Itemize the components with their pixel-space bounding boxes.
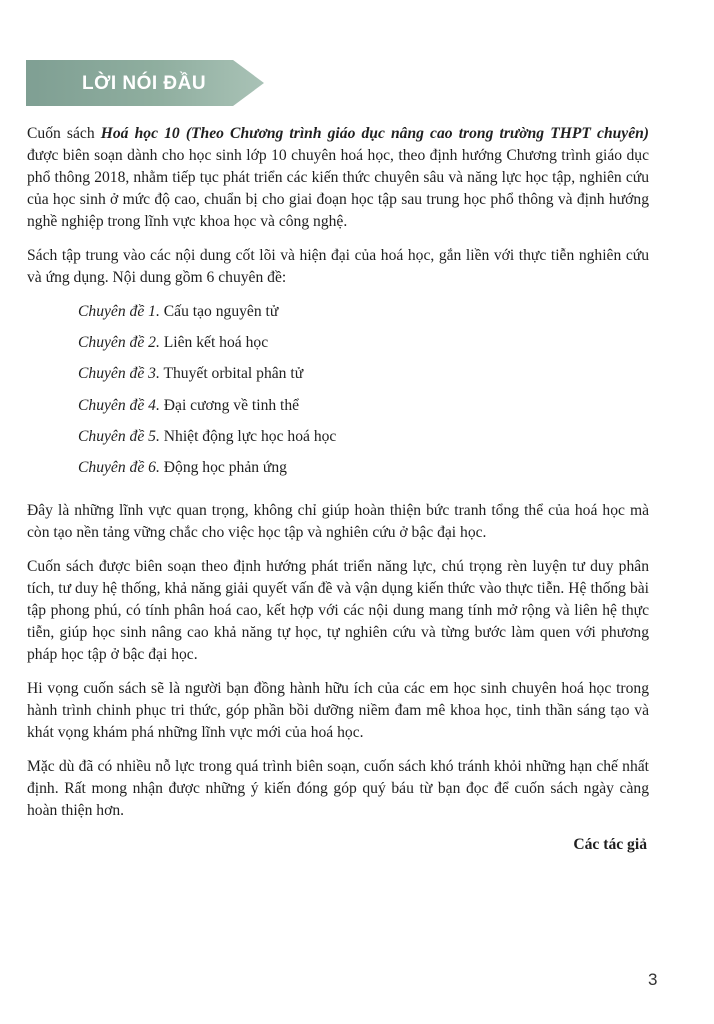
list-item bbox=[78, 426, 649, 457]
page-number: 3 bbox=[648, 970, 658, 989]
list-item bbox=[78, 395, 649, 426]
paragraph-closing: Mặc dù đã có nhiều nỗ lực trong quá trình biên soạn, cuốn sách khó tránh khỏi những hạn chế nhất định. Rất mong nhận được những ý kiến đóng góp quý báu từ bạn đọc để cuốn sách ngày càng hoàn thiện hơn. bbox=[27, 758, 649, 820]
topic-list bbox=[27, 301, 649, 488]
preface-body bbox=[27, 123, 649, 856]
paragraph-approach: Cuốn sách được biên soạn theo định hướng phát triển năng lực, chú trọng rèn luyện tư duy phân tích, tư duy hệ thống, khả năng giải quyết vấn đề và vận dụng kiến thức vào thực tiễn. Hệ thống bài tập phong phú, có tính phân hoá cao, kết hợp với các nội dung mang tính mở rộng và liên hệ thực tiễn, giúp học sinh nâng cao khả năng tự học, tự nghiên cứu và từng bước làm quen với phương pháp học tập ở bậc đại học. bbox=[27, 558, 649, 664]
paragraph-intro-lead: Cuốn sách bbox=[27, 125, 101, 142]
topic-label: Chuyên đề 3. bbox=[78, 365, 160, 383]
section-title: LỜI NÓI ĐẦU bbox=[82, 73, 207, 94]
topic-label: Chuyên đề 6. bbox=[78, 458, 160, 476]
paragraph-hope: Hi vọng cuốn sách sẽ là người bạn đồng hành hữu ích của các em học sinh chuyên hoá học trong hành trình chinh phục tri thức, góp phần bồi dưỡng niềm đam mê khoa học, tinh thần sáng tạo và khát vọng khám phá những lĩnh vực mới của hoá học. bbox=[27, 680, 649, 742]
book-title: Hoá học 10 (Theo Chương trình giáo dục nâng cao trong trường THPT chuyên) bbox=[100, 125, 649, 142]
topic-text: Liên kết hoá học bbox=[159, 334, 269, 352]
topic-label: Chuyên đề 5. bbox=[78, 427, 160, 445]
list-item bbox=[78, 457, 649, 488]
list-item bbox=[78, 301, 649, 332]
list-item bbox=[78, 363, 649, 394]
paragraph-intro-rest: được biên soạn dành cho học sinh lớp 10 chuyên hoá học, theo định hướng Chương trình giáo dục phổ thông 2018, nhằm tiếp tục phát triển các kiến thức chuyên sâu và năng lực học tập, nghiên cứu của học sinh ở mức độ cao, chuẩn bị cho giai đoạn học tập sau trung học phổ thông và định hướng nghề nghiệp trong lĩnh vực khoa học và công nghệ. bbox=[27, 147, 649, 230]
authors-signature: Các tác giả bbox=[573, 836, 647, 854]
paragraph-intro bbox=[27, 123, 649, 233]
topic-text: Đại cương về tinh thể bbox=[159, 396, 300, 414]
list-item bbox=[78, 332, 649, 363]
paragraph-importance: Đây là những lĩnh vực quan trọng, không chỉ giúp hoàn thiện bức tranh tổng thể của hoá học mà còn tạo nền tảng vững chắc cho việc học tập và nghiên cứu ở bậc đại học. bbox=[27, 502, 649, 542]
topic-text: Động học phản ứng bbox=[159, 458, 287, 476]
topic-text: Nhiệt động lực học hoá học bbox=[159, 427, 337, 445]
paragraph-content-summary: Sách tập trung vào các nội dung cốt lõi và hiện đại của hoá học, gắn liền với thực tiễn nghiên cứu và ứng dụng. Nội dung gồm 6 chuyên đề: bbox=[27, 247, 649, 286]
topic-text: Thuyết orbital phân tử bbox=[159, 365, 304, 383]
topic-text: Cấu tạo nguyên tử bbox=[159, 303, 279, 320]
topic-label: Chuyên đề 4. bbox=[78, 396, 160, 414]
topic-label: Chuyên đề 2. bbox=[78, 334, 160, 352]
topic-label: Chuyên đề 1. bbox=[78, 303, 160, 320]
